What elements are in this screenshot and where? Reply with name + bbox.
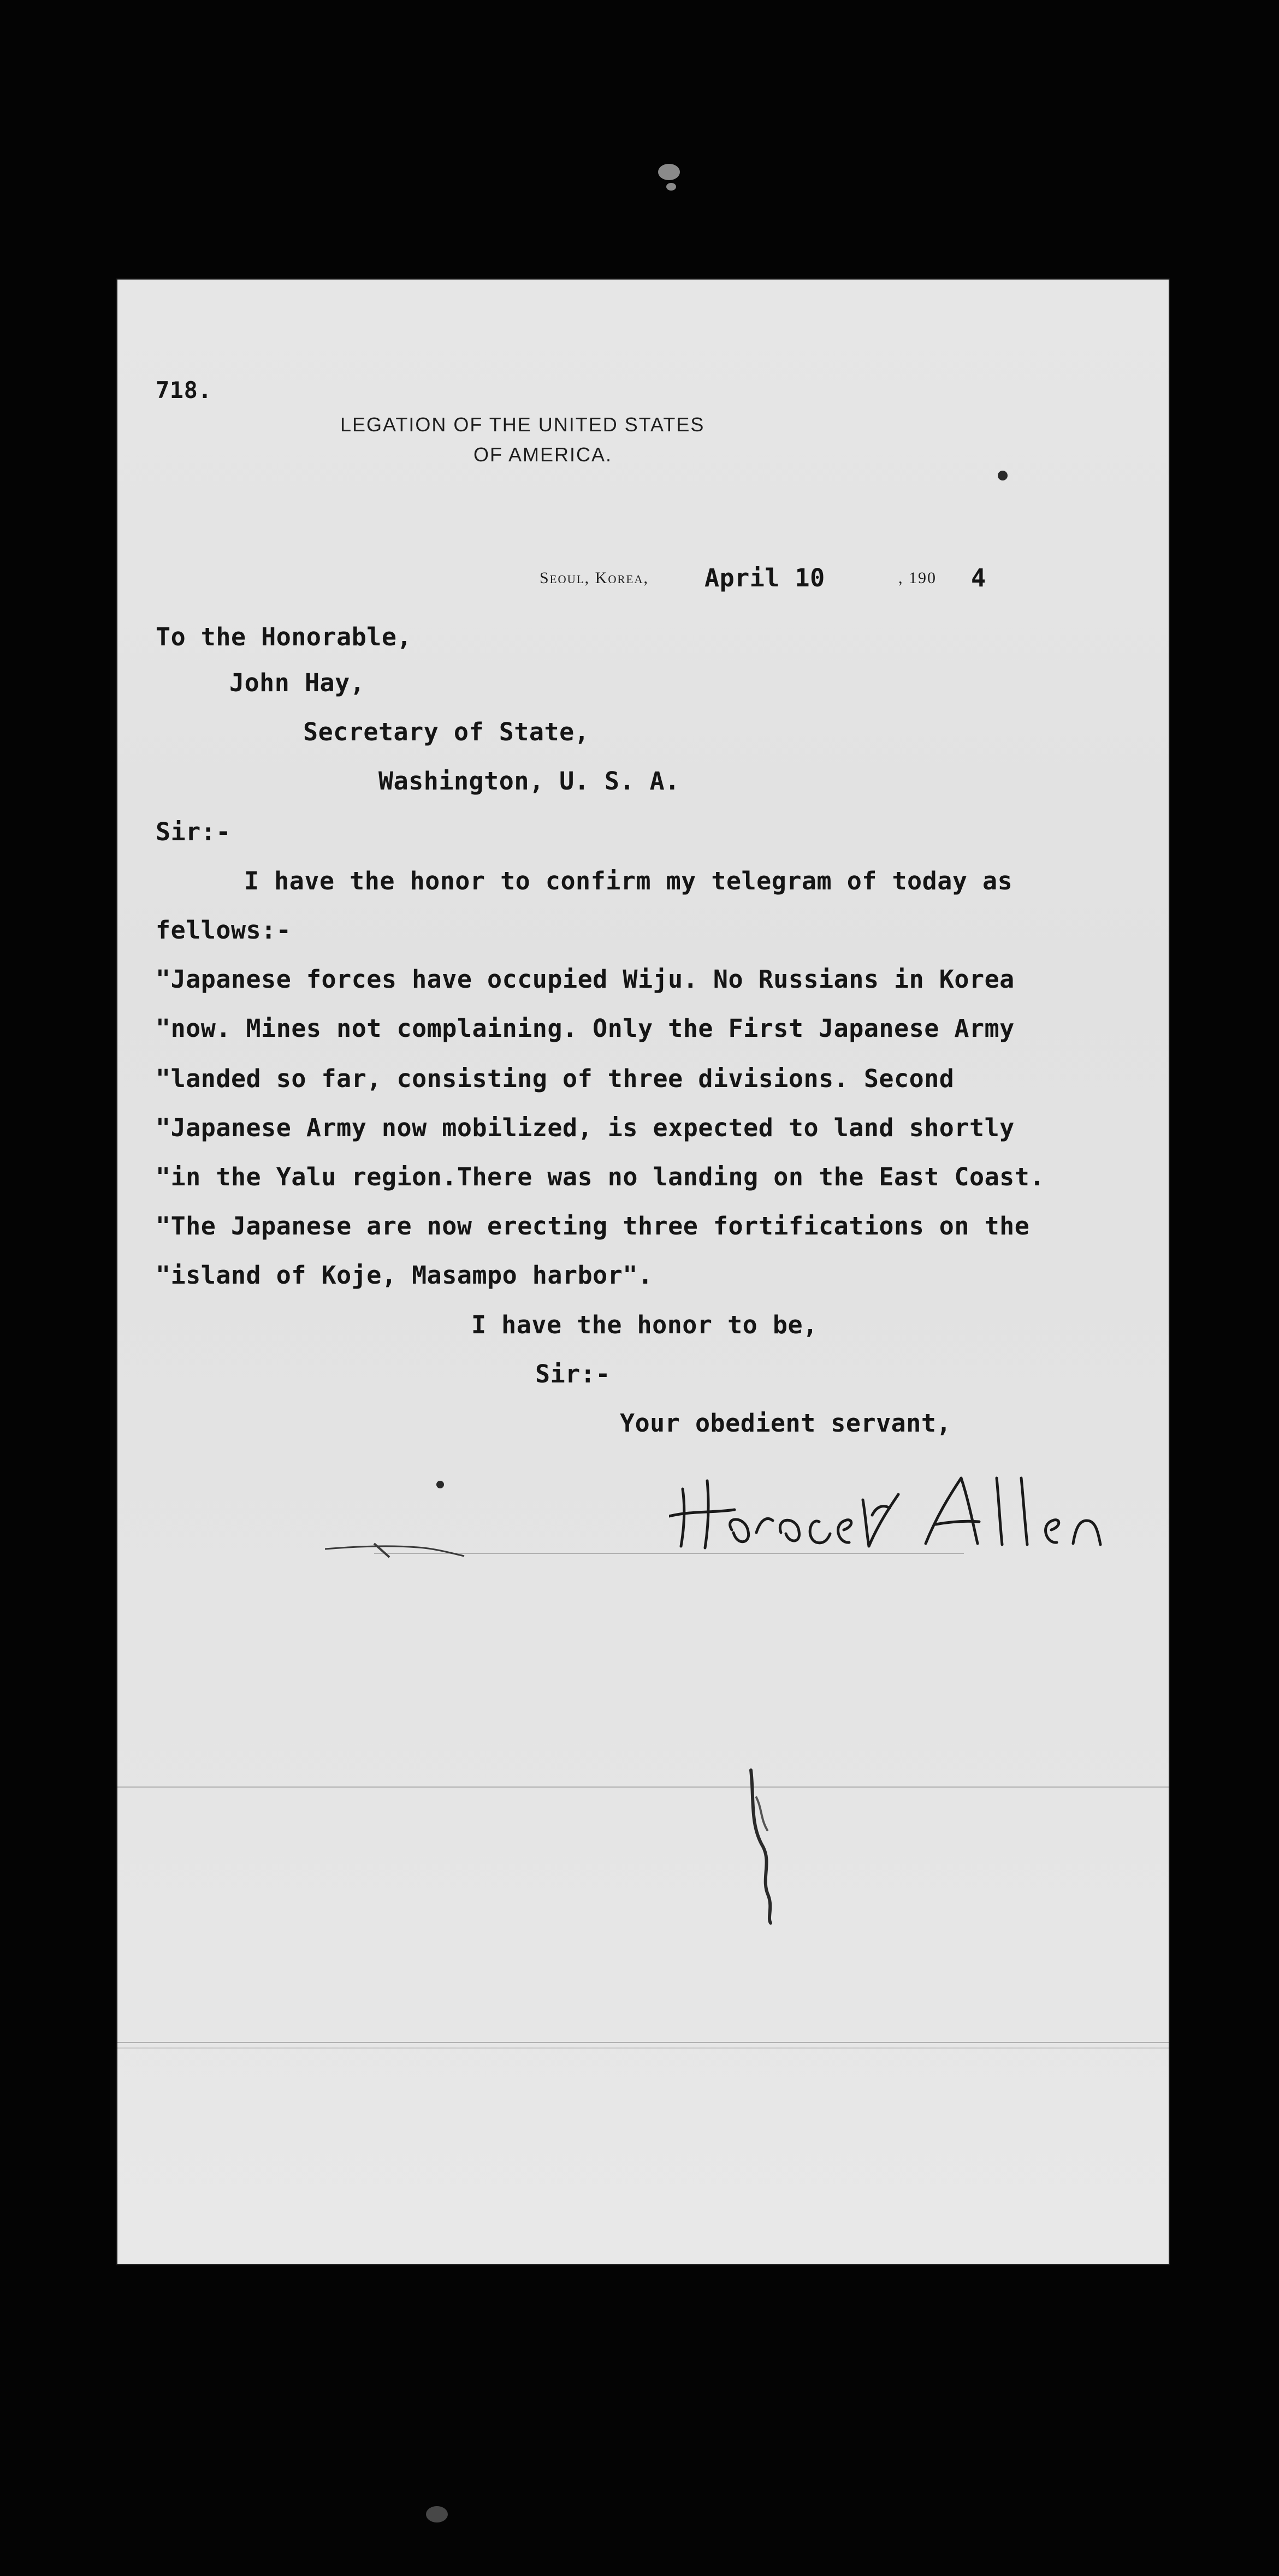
address-line-1: To the Honorable, <box>156 622 412 651</box>
address-line-3: Secretary of State, <box>303 717 590 746</box>
telegram-line: "Japanese forces have occupied Wiju. No Russians in Korea <box>156 965 1015 994</box>
closing-line-2: Sir:- <box>535 1360 611 1388</box>
telegram-line: "The Japanese are now erecting three fortifications on the <box>156 1212 1030 1240</box>
document-page <box>117 280 1169 2264</box>
dateline-date: April 10 <box>704 563 825 592</box>
document-number: 718. <box>156 377 212 403</box>
scan-line <box>117 2047 1169 2049</box>
intro-line-1: I have the honor to confirm my telegram of today as <box>244 866 1013 895</box>
telegram-line: "island of Koje, Masampo harbor". <box>156 1261 653 1290</box>
telegram-line: "now. Mines not complaining. Only the First Japanese Army <box>156 1014 1015 1043</box>
scan-line <box>117 2042 1169 2043</box>
letterhead-line-2: OF AMERICA. <box>473 443 613 466</box>
letterhead-line-1: LEGATION OF THE UNITED STATES <box>340 413 705 436</box>
scan-speck <box>666 183 676 191</box>
paper-mark <box>729 1765 795 1928</box>
telegram-line: "landed so far, consisting of three divisions. Second <box>156 1064 955 1093</box>
scan-speck <box>426 2506 448 2522</box>
address-line-4: Washington, U. S. A. <box>378 767 680 796</box>
telegram-line: "in the Yalu region.There was no landing on the East Coast. <box>156 1162 1045 1191</box>
ink-blot <box>436 1481 444 1488</box>
intro-line-2: fellows:- <box>156 916 292 945</box>
paper-mark <box>325 1535 467 1563</box>
dateline-year-suffix: 4 <box>971 563 986 592</box>
dateline-place: Seoul, Korea, <box>540 569 649 587</box>
ink-blot <box>998 471 1008 480</box>
closing-line-3: Your obedient servant, <box>620 1409 952 1438</box>
scan-speck <box>658 164 680 180</box>
dateline-year-prefix: , 190 <box>898 569 937 587</box>
salutation: Sir:- <box>156 817 231 846</box>
telegram-line: "Japanese Army now mobilized, is expected to land shortly <box>156 1113 1015 1142</box>
address-line-2: John Hay, <box>229 668 365 697</box>
closing-line-1: I have the honor to be, <box>471 1310 818 1339</box>
scan-line <box>117 1786 1169 1788</box>
